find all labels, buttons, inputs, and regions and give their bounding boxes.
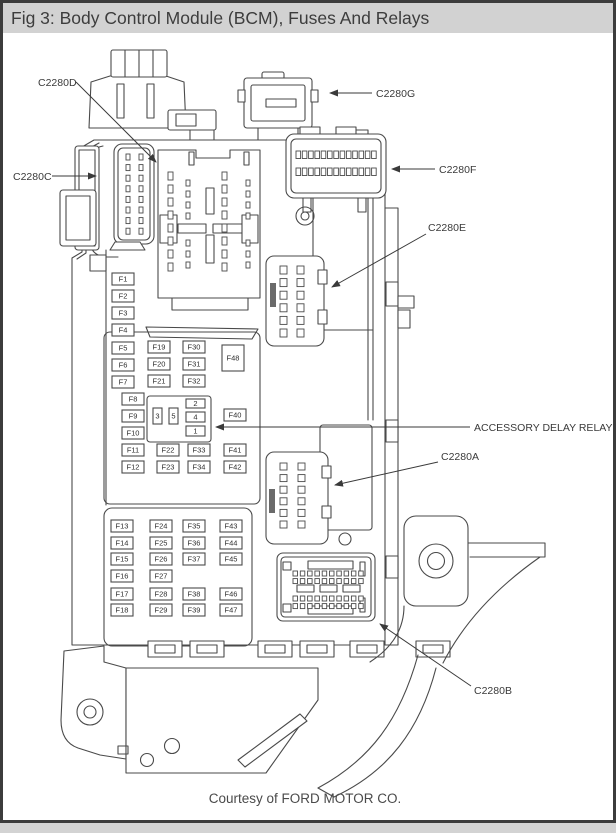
fuse-F8 [122, 393, 144, 405]
fuse-F48 [222, 345, 244, 371]
fuse-F15 [111, 553, 133, 565]
svg-text:F17: F17 [115, 589, 129, 599]
top-ribbed-connector [89, 50, 216, 130]
fuse-F34 [188, 461, 210, 473]
callout-c2280e [332, 222, 466, 287]
fuse-F26 [150, 553, 172, 565]
svg-text:F22: F22 [161, 445, 175, 455]
svg-text:F25: F25 [154, 538, 168, 548]
fuse-F19 [148, 341, 170, 353]
relay-pin-3 [153, 408, 162, 424]
svg-text:F37: F37 [187, 554, 201, 564]
fuse-F28 [150, 588, 172, 600]
svg-text:F27: F27 [154, 571, 168, 581]
relay-pin-1 [186, 426, 205, 436]
diagram-canvas [3, 33, 613, 820]
fuse-F10 [122, 427, 144, 439]
svg-text:F7: F7 [118, 377, 128, 387]
callout-c2280b [380, 624, 512, 697]
svg-text:F21: F21 [152, 376, 166, 386]
fuse-F9 [122, 410, 144, 422]
fuse-F5 [112, 342, 134, 354]
svg-text:F4: F4 [118, 325, 128, 335]
svg-text:F35: F35 [187, 521, 201, 531]
fuse-F13 [111, 520, 133, 532]
courtesy-credit: Courtesy of FORD MOTOR CO. [208, 791, 402, 806]
fuse-F41 [224, 444, 246, 456]
svg-text:F40: F40 [228, 410, 242, 420]
svg-text:C2280A: C2280A [441, 451, 479, 463]
fuse-F29 [150, 604, 172, 616]
fuse-F47 [220, 604, 242, 616]
svg-text:F41: F41 [228, 445, 242, 455]
svg-text:F26: F26 [154, 554, 168, 564]
fuse-F35 [183, 520, 205, 532]
fuse-F22 [157, 444, 179, 456]
fuse-F4 [112, 324, 134, 336]
svg-text:F45: F45 [224, 554, 238, 564]
figure-title: Fig 3: Body Control Module (BCM), Fuses And Relays [3, 3, 613, 33]
svg-text:F10: F10 [126, 428, 140, 438]
svg-text:F39: F39 [187, 605, 201, 615]
fuse-F44 [220, 537, 242, 549]
svg-text:F20: F20 [152, 359, 166, 369]
svg-text:F44: F44 [224, 538, 238, 548]
callout-c2280f [392, 164, 476, 176]
fuse-F27 [150, 570, 172, 582]
relay-pin-5 [169, 408, 178, 424]
svg-text:F11: F11 [126, 445, 140, 455]
svg-text:F34: F34 [192, 462, 206, 472]
svg-text:C2280G: C2280G [376, 88, 416, 100]
svg-text:4: 4 [193, 412, 198, 422]
svg-text:3: 3 [155, 411, 160, 421]
svg-text:F38: F38 [187, 589, 201, 599]
fuse-F33 [188, 444, 210, 456]
fuse-F38 [183, 588, 205, 600]
fuse-F17 [111, 588, 133, 600]
c2280e-connector [266, 256, 327, 346]
svg-text:F46: F46 [224, 589, 238, 599]
svg-text:F32: F32 [187, 376, 201, 386]
fuse-F23 [157, 461, 179, 473]
left-pin-strip-connector [114, 144, 154, 244]
fuse-F45 [220, 553, 242, 565]
fuse-F21 [148, 375, 170, 387]
fuse-F46 [220, 588, 242, 600]
svg-text:C2280D: C2280D [38, 77, 77, 89]
svg-text:F31: F31 [187, 359, 201, 369]
svg-text:F14: F14 [115, 538, 129, 548]
fuse-F36 [183, 537, 205, 549]
svg-text:F3: F3 [118, 308, 128, 318]
bcm-diagram [3, 33, 613, 820]
fuse-F39 [183, 604, 205, 616]
fuse-F43 [220, 520, 242, 532]
svg-text:C2280E: C2280E [428, 222, 466, 234]
fuse-F18 [111, 604, 133, 616]
svg-text:F16: F16 [115, 571, 129, 581]
svg-text:F47: F47 [224, 605, 238, 615]
fuse-F6 [112, 359, 134, 371]
svg-text:F23: F23 [161, 462, 175, 472]
c2280c-connector [60, 146, 99, 250]
svg-text:F5: F5 [118, 343, 128, 353]
svg-text:C2280F: C2280F [439, 164, 477, 176]
fuse-F3 [112, 307, 134, 319]
fuse-F11 [122, 444, 144, 456]
fuse-F7 [112, 376, 134, 388]
callout-c2280g [330, 88, 415, 100]
svg-text:F48: F48 [226, 353, 240, 363]
svg-text:F2: F2 [118, 291, 128, 301]
fuse-F32 [183, 375, 205, 387]
svg-text:1: 1 [193, 426, 198, 436]
svg-text:F9: F9 [128, 411, 138, 421]
fuse-F30 [183, 341, 205, 353]
svg-text:F33: F33 [192, 445, 206, 455]
svg-text:F29: F29 [154, 605, 168, 615]
fuse-F14 [111, 537, 133, 549]
svg-text:F28: F28 [154, 589, 168, 599]
bottom-mounting-bracket [61, 646, 318, 773]
callout-accessory-delay-relay [216, 422, 613, 434]
svg-text:F12: F12 [126, 462, 140, 472]
svg-text:F13: F13 [115, 521, 129, 531]
svg-text:F6: F6 [118, 360, 128, 370]
svg-text:C2280C: C2280C [13, 171, 52, 183]
svg-text:F19: F19 [152, 342, 166, 352]
svg-text:F30: F30 [187, 342, 201, 352]
fuse-F2 [112, 290, 134, 302]
fuse-F40 [224, 409, 246, 421]
fuse-F24 [150, 520, 172, 532]
svg-text:F24: F24 [154, 521, 168, 531]
fuse-F16 [111, 570, 133, 582]
svg-text:F1: F1 [118, 274, 128, 284]
svg-text:F36: F36 [187, 538, 201, 548]
fuse-grid [111, 273, 246, 616]
fuse-F25 [150, 537, 172, 549]
svg-text:F42: F42 [228, 462, 242, 472]
relay-pin-2 [186, 399, 205, 408]
svg-text:F8: F8 [128, 394, 138, 404]
svg-text:F15: F15 [115, 554, 129, 564]
svg-text:ACCESSORY DELAY RELAY: ACCESSORY DELAY RELAY [474, 422, 613, 434]
svg-text:5: 5 [171, 411, 176, 421]
fuse-F37 [183, 553, 205, 565]
svg-text:F43: F43 [224, 521, 238, 531]
bottom-clips [148, 641, 450, 657]
svg-text:2: 2 [193, 399, 198, 408]
c2280b-connector [277, 553, 375, 621]
relay-pin-4 [186, 412, 205, 422]
fuse-F31 [183, 358, 205, 370]
svg-text:F18: F18 [115, 605, 129, 615]
fuse-F1 [112, 273, 134, 285]
svg-text:C2280B: C2280B [474, 685, 512, 697]
fuse-F12 [122, 461, 144, 473]
fuse-F20 [148, 358, 170, 370]
fuse-F42 [224, 461, 246, 473]
